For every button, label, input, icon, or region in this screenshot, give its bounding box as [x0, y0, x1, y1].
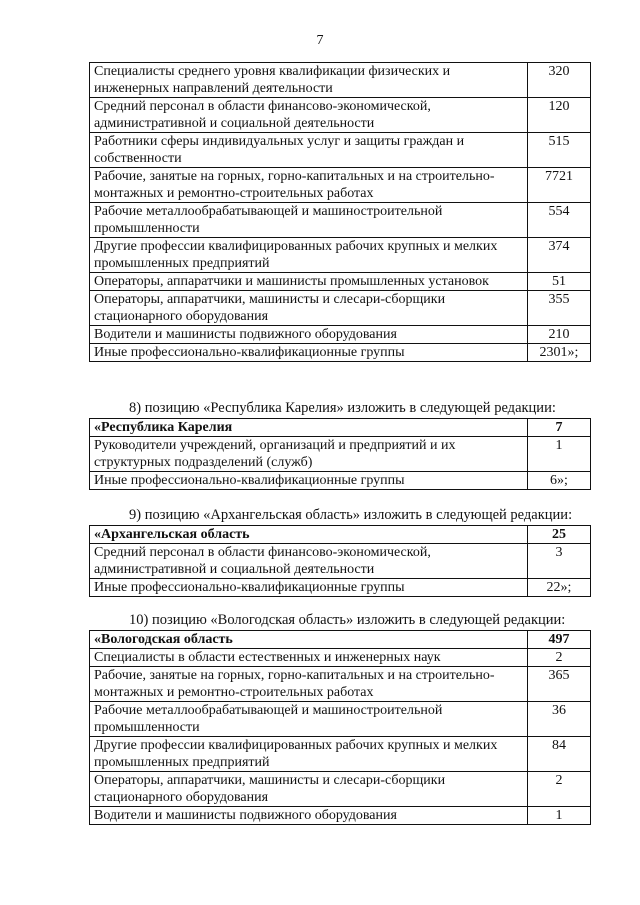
table-arkhangelsk	[89, 525, 591, 597]
row-value: 355	[528, 291, 591, 326]
table-row	[90, 168, 591, 203]
row-label: Рабочие, занятые на горных, горно-капитальных и на строительно-монтажных и ремонтно-строительных работах	[90, 168, 528, 203]
table-row	[90, 437, 591, 472]
table-continuation	[89, 62, 591, 362]
row-label: Средний персонал в области финансово-экономической, административной и социальной деятельности	[90, 544, 528, 579]
row-value: 36	[528, 702, 591, 737]
table-row	[90, 579, 591, 597]
row-label: Иные профессионально-квалификационные группы	[90, 344, 528, 362]
table-row	[90, 544, 591, 579]
row-label: Водители и машинисты подвижного оборудования	[90, 326, 528, 344]
table-row	[90, 772, 591, 807]
region-label: «Вологодская область	[90, 631, 528, 649]
row-label: Рабочие металлообрабатывающей и машиностроительной промышленности	[90, 702, 528, 737]
table-row	[90, 273, 591, 291]
table-row	[90, 203, 591, 238]
row-label: Средний персонал в области финансово-экономической, административной и социальной деятельности	[90, 98, 528, 133]
table-row	[90, 238, 591, 273]
region-label: «Архангельская область	[90, 526, 528, 544]
row-value: 22»;	[528, 579, 591, 597]
region-label: «Республика Карелия	[90, 419, 528, 437]
table-row	[90, 133, 591, 168]
row-value: 51	[528, 273, 591, 291]
table-row	[90, 667, 591, 702]
region-row	[90, 526, 591, 544]
region-row	[90, 631, 591, 649]
page-number: 7	[316, 33, 324, 48]
row-value: 515	[528, 133, 591, 168]
row-label: Рабочие металлообрабатывающей и машиностроительной промышленности	[90, 203, 528, 238]
row-value: 1	[528, 437, 591, 472]
row-label: Специалисты в области естественных и инженерных наук	[90, 649, 528, 667]
table-row	[90, 649, 591, 667]
row-label: Операторы, аппаратчики, машинисты и слесари-сборщики стационарного оборудования	[90, 772, 528, 807]
table-row	[90, 98, 591, 133]
row-label: Операторы, аппаратчики, машинисты и слесари-сборщики стационарного оборудования	[90, 291, 528, 326]
table-row	[90, 702, 591, 737]
section-9-intro: 9) позицию «Архангельская область» изложить в следующей редакции:	[129, 507, 573, 523]
row-value: 2	[528, 649, 591, 667]
section-10-intro: 10) позицию «Вологодская область» изложить в следующей редакции:	[129, 612, 566, 628]
table-row	[90, 63, 591, 98]
row-label: Иные профессионально-квалификационные группы	[90, 579, 528, 597]
row-value: 2	[528, 772, 591, 807]
region-row	[90, 419, 591, 437]
row-value: 554	[528, 203, 591, 238]
row-label: Специалисты среднего уровня квалификации физических и инженерных направлений деятельности	[90, 63, 528, 98]
row-label: Работники сферы индивидуальных услуг и защиты граждан и собственности	[90, 133, 528, 168]
row-value: 210	[528, 326, 591, 344]
row-value: 84	[528, 737, 591, 772]
table-row	[90, 326, 591, 344]
row-value: 365	[528, 667, 591, 702]
row-value: 2301»;	[528, 344, 591, 362]
row-label: Другие профессии квалифицированных рабочих крупных и мелких промышленных предприятий	[90, 238, 528, 273]
row-label: Руководители учреждений, организаций и предприятий и их структурных подразделений (служб)	[90, 437, 528, 472]
row-value: 1	[528, 807, 591, 825]
table-row	[90, 472, 591, 490]
table-row	[90, 737, 591, 772]
table-karelia	[89, 418, 591, 490]
row-value: 320	[528, 63, 591, 98]
table-row	[90, 807, 591, 825]
section-8-intro: 8) позицию «Республика Карелия» изложить в следующей редакции:	[129, 400, 556, 416]
region-value: 7	[528, 419, 591, 437]
row-value: 7721	[528, 168, 591, 203]
region-value: 25	[528, 526, 591, 544]
table-row	[90, 291, 591, 326]
row-value: 374	[528, 238, 591, 273]
row-label: Водители и машинисты подвижного оборудования	[90, 807, 528, 825]
row-value: 6»;	[528, 472, 591, 490]
row-label: Рабочие, занятые на горных, горно-капитальных и на строительно-монтажных и ремонтно-строительных работах	[90, 667, 528, 702]
row-label: Другие профессии квалифицированных рабочих крупных и мелких промышленных предприятий	[90, 737, 528, 772]
row-label: Операторы, аппаратчики и машинисты промышленных установок	[90, 273, 528, 291]
table-vologda	[89, 630, 591, 825]
row-value: 3	[528, 544, 591, 579]
row-value: 120	[528, 98, 591, 133]
table-row	[90, 344, 591, 362]
row-label: Иные профессионально-квалификационные группы	[90, 472, 528, 490]
region-value: 497	[528, 631, 591, 649]
